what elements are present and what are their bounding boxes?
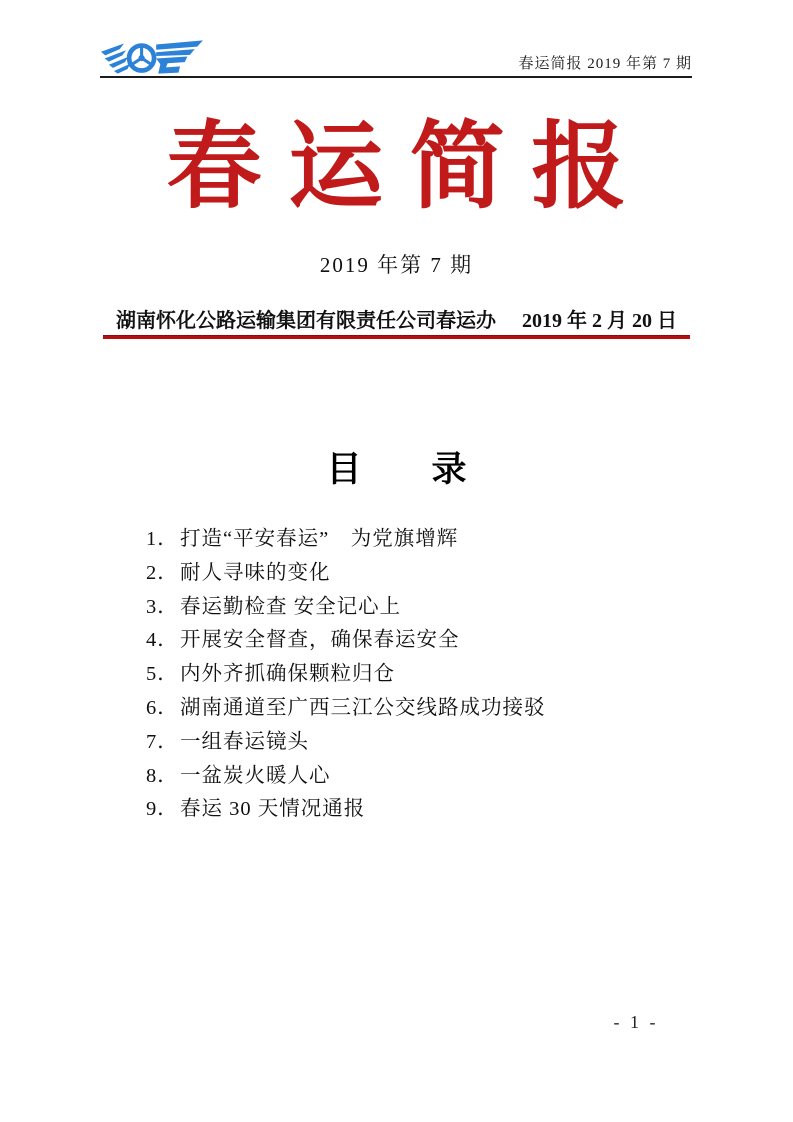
toc-item bbox=[146, 658, 666, 692]
toc-item-number: 3． bbox=[146, 595, 179, 618]
toc-item-number: 1． bbox=[146, 528, 179, 550]
page-header bbox=[100, 38, 692, 78]
toc-item-number: 7． bbox=[146, 730, 179, 753]
toc-item bbox=[146, 523, 666, 557]
toc-item-number: 8． bbox=[146, 764, 179, 787]
toc-item-label: 开展安全督查，确保春运安全 bbox=[180, 629, 460, 652]
publisher-name: 湖南怀化公路运输集团有限责任公司春运办 bbox=[116, 310, 496, 332]
toc-item-number: 5． bbox=[146, 663, 179, 686]
toc-item-number: 4． bbox=[146, 629, 179, 652]
page-number: - 1 - bbox=[613, 1012, 659, 1032]
toc-item bbox=[146, 624, 666, 658]
toc-item-number: 2． bbox=[146, 561, 179, 584]
toc-item bbox=[146, 591, 666, 625]
toc-item-label: 湖南通道至广西三江公交线路成功接驳 bbox=[180, 696, 546, 719]
bulletin-title: 春运简报 bbox=[166, 111, 653, 222]
toc-item bbox=[146, 760, 666, 794]
toc-item-label: 春运 30 天情况通报 bbox=[180, 798, 366, 821]
publisher-line bbox=[0, 304, 793, 333]
toc-item bbox=[146, 557, 666, 591]
masthead-text: 春运简报 2019 年第 7 期 bbox=[518, 56, 692, 72]
issue-number: 2019 年第 7 期 bbox=[319, 253, 474, 277]
toc-item-label: 内外齐抓确保颗粒归仓 bbox=[180, 663, 395, 686]
toc-item-number: 6． bbox=[146, 696, 179, 719]
toc-item-label: 一盆炭火暖人心 bbox=[180, 764, 331, 787]
toc-item-label: 打造“平安春运” 为党旗增辉 bbox=[180, 528, 459, 550]
winged-steering-wheel-logo bbox=[100, 39, 204, 76]
publish-date: 2019 年 2 月 20 日 bbox=[522, 310, 677, 332]
toc-item bbox=[146, 793, 666, 827]
red-divider bbox=[103, 335, 690, 339]
toc-item-number: 9． bbox=[146, 798, 179, 821]
toc-item-label: 耐人寻味的变化 bbox=[180, 561, 331, 584]
toc-item bbox=[146, 692, 666, 726]
toc-heading: 目 录 bbox=[326, 450, 467, 489]
company-logo-icon bbox=[100, 38, 204, 76]
toc-list bbox=[146, 523, 666, 827]
toc-item-label: 春运勤检查 安全记心上 bbox=[180, 595, 402, 618]
toc-item bbox=[146, 726, 666, 760]
toc-item-label: 一组春运镜头 bbox=[180, 730, 309, 753]
